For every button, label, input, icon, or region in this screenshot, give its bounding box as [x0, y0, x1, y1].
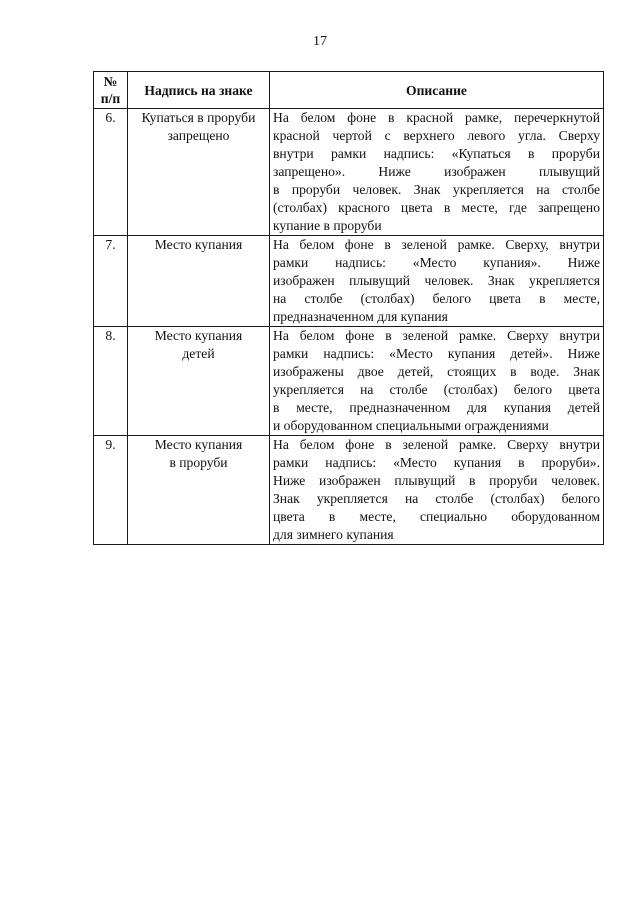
description-line: укрепляется на столбе (столбах) белого цвета — [273, 382, 600, 397]
sign-text-line: Место купания — [154, 437, 243, 452]
description-line: внутри рамки надпись: «Купаться в проруби — [273, 146, 600, 161]
sign-text-line: запрещено — [167, 128, 230, 143]
header-number — [94, 72, 128, 109]
description-line: рамки надпись: «Место купания в проруби». — [273, 455, 600, 470]
page-number: 17 — [313, 34, 327, 49]
description-cell — [270, 436, 604, 545]
header-sign-text: Надпись на знаке — [128, 72, 270, 109]
sign-text-line: Место купания — [154, 237, 243, 252]
table-row — [94, 236, 604, 327]
table-body — [94, 109, 604, 545]
description-cell — [270, 236, 604, 327]
sign-text-line: Место купания — [154, 328, 243, 343]
description-line: для зимнего купания — [273, 527, 394, 542]
row-number: 7. — [94, 236, 128, 327]
description-line: На белом фоне в зеленой рамке. Сверху, внутри — [273, 237, 600, 252]
description-line: и оборудованном специальными ограждениями — [273, 418, 549, 433]
description-line: На белом фоне в красной рамке, перечеркнутой — [273, 110, 600, 125]
description-line: изображены двое детей, стоящих в воде. Знак — [273, 364, 600, 379]
description-line: в проруби человек. Знак укрепляется на столбе — [273, 182, 600, 197]
sign-text-line: в проруби — [169, 455, 228, 470]
description-line: (столбах) красного цвета в месте, где запрещено — [273, 200, 600, 215]
description-cell — [270, 327, 604, 436]
sign-text-cell — [128, 109, 270, 236]
description-line: в месте, предназначенном для купания детей — [273, 400, 600, 415]
sign-text-line: детей — [182, 346, 215, 361]
header-number-abbrev: п/п — [100, 91, 121, 106]
description-line: На белом фоне в зеленой рамке. Сверху внутри — [273, 437, 600, 452]
sign-text-cell — [128, 327, 270, 436]
signs-table — [93, 71, 604, 545]
table-row — [94, 109, 604, 236]
description-line: купание в проруби — [273, 218, 382, 233]
sign-text-line: Купаться в проруби — [141, 110, 256, 125]
description-line: рамки надпись: «Место купания». Ниже — [273, 255, 600, 270]
sign-text-cell — [128, 436, 270, 545]
description-line: красной чертой с верхнего левого угла. Сверху — [273, 128, 600, 143]
table-row — [94, 327, 604, 436]
header-description: Описание — [270, 72, 604, 109]
description-line: запрещено». Ниже изображен плывущий — [273, 164, 600, 179]
description-line: предназначенном для купания — [273, 309, 448, 324]
header-number-symbol: № — [103, 74, 118, 89]
row-number: 8. — [94, 327, 128, 436]
sign-text-cell — [128, 236, 270, 327]
row-number: 9. — [94, 436, 128, 545]
description-line: Ниже изображен плывущий в проруби человек. — [273, 473, 600, 488]
description-line: На белом фоне в зеленой рамке. Сверху внутри — [273, 328, 600, 343]
row-number: 6. — [94, 109, 128, 236]
table-header-row — [94, 72, 604, 109]
description-line: Знак укрепляется на столбе (столбах) белого — [273, 491, 600, 506]
description-cell — [270, 109, 604, 236]
description-line: рамки надпись: «Место купания детей». Ниже — [273, 346, 600, 361]
description-line: на столбе (столбах) белого цвета в месте, — [273, 291, 600, 306]
description-line: цвета в месте, специально оборудованном — [273, 509, 600, 524]
table-row — [94, 436, 604, 545]
description-line: изображен плывущий человек. Знак укрепляется — [273, 273, 600, 288]
